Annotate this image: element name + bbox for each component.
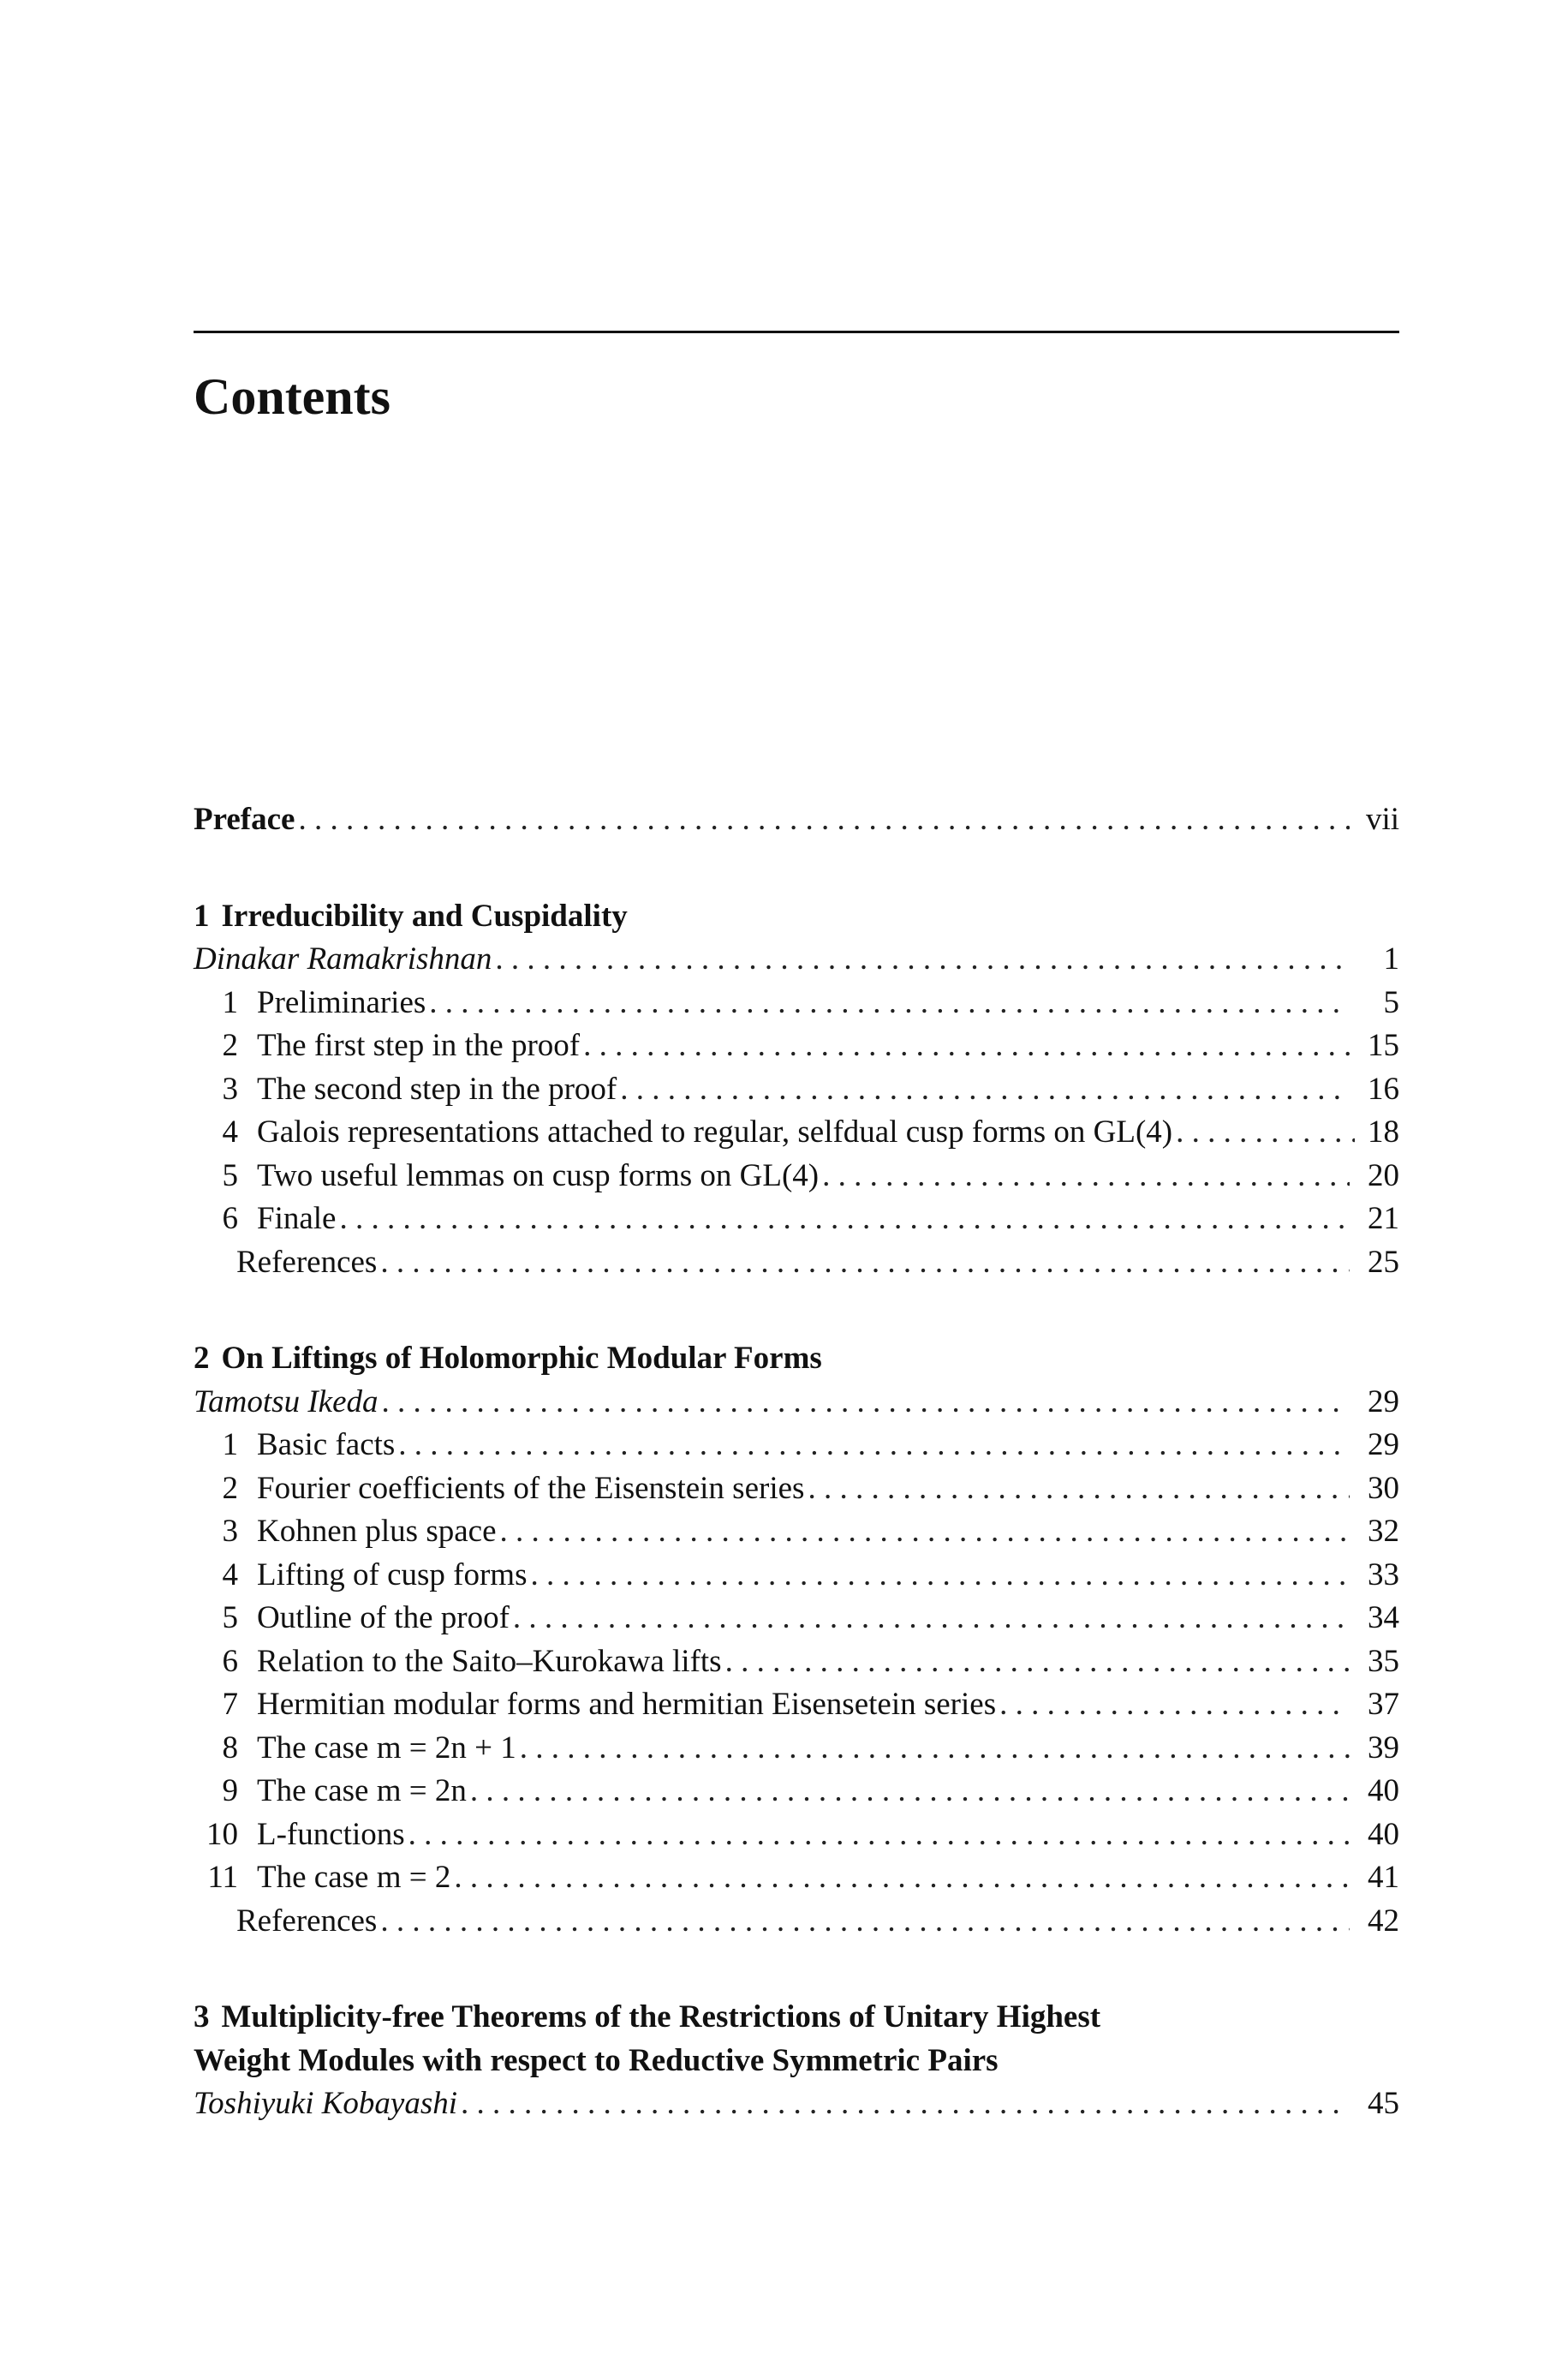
leader-dots [298,798,1350,842]
leader-dots [429,982,1350,1025]
page-number: 29 [1368,1383,1399,1419]
page-number: 40 [1368,1816,1399,1852]
leader-dots [398,1424,1350,1467]
leader-dots [495,938,1350,982]
toc-section-entry[interactable] [194,1198,1399,1241]
page-number: 16 [1368,1071,1399,1107]
top-rule [194,331,1399,333]
leader-dots [1176,1111,1355,1155]
section-number: 2 [222,1028,238,1063]
section-number: 11 [207,1860,238,1895]
page-number: 29 [1368,1427,1399,1462]
section-number: 1 [222,984,238,1020]
page-number: 37 [1368,1687,1399,1722]
page-number: 30 [1368,1470,1399,1506]
toc-section-entry[interactable] [194,1597,1399,1640]
section-number: 5 [222,1600,238,1635]
chapter-3-title[interactable] [194,1996,1399,2040]
toc-entry-preface[interactable] [194,798,1399,842]
section-number: 6 [222,1643,238,1679]
section-title: The case m = 2n [257,1773,467,1808]
toc-section-entry[interactable] [194,1683,1399,1727]
page-number: 25 [1368,1244,1399,1280]
toc-section-entry[interactable] [194,982,1399,1025]
leader-dots [999,1683,1350,1727]
leader-dots [380,1241,1350,1285]
toc-section-entry[interactable] [194,1640,1399,1684]
chapter-title-text: Irreducibility and Cuspidality [221,898,628,934]
page-number: 40 [1368,1773,1399,1808]
section-number: 3 [222,1514,238,1549]
leader-dots [808,1467,1350,1511]
chapter-title-text: On Liftings of Holomorphic Modular Forms [221,1341,822,1376]
references-label: References [236,1903,378,1939]
section-title: Relation to the Saito–Kurokawa lifts [257,1643,722,1679]
page-number: 41 [1368,1860,1399,1895]
toc-section-entry[interactable] [194,1068,1399,1112]
chapter-number: 3 [194,1999,210,2034]
chapter-number: 2 [194,1341,210,1376]
section-title: Hermitian modular forms and hermitian Eisensetein series [257,1687,997,1722]
author-name: Toshiyuki Kobayashi [194,2086,458,2121]
section-title: The case m = 2 [257,1860,451,1895]
toc-section-entry[interactable] [194,1111,1399,1155]
section-title: Lifting of cusp forms [257,1556,528,1592]
page-number: 42 [1368,1903,1399,1939]
toc-references-entry[interactable] [194,1241,1399,1285]
leader-dots [470,1770,1350,1813]
leader-dots [583,1025,1350,1068]
chapter-number: 1 [194,898,210,934]
section-number: 1 [222,1427,238,1462]
page-number: 21 [1368,1201,1399,1236]
section-number: 6 [222,1201,238,1236]
page-number: 1 [1383,941,1399,977]
leader-dots [380,1900,1350,1944]
leader-dots [339,1198,1350,1241]
leader-dots [513,1597,1350,1640]
page-number: 5 [1383,984,1399,1020]
section-title: L-functions [257,1816,405,1852]
toc-section-entry[interactable] [194,1424,1399,1467]
chapter-2-author-entry[interactable] [194,1381,1399,1425]
page-number: 32 [1368,1514,1399,1549]
page-number: vii [1365,802,1399,837]
leader-dots [530,1554,1350,1598]
section-title: Outline of the proof [257,1600,510,1635]
leader-dots [725,1640,1350,1684]
section-title: The first step in the proof [257,1028,581,1063]
chapter-3-author-entry[interactable] [194,2082,1399,2126]
section-title: Preliminaries [257,984,426,1020]
toc-section-entry[interactable] [194,1554,1399,1598]
page-number: 39 [1368,1730,1399,1766]
section-title: The second step in the proof [257,1071,617,1107]
toc-section-entry[interactable] [194,1770,1399,1813]
author-name: Tamotsu Ikeda [194,1383,379,1419]
leader-dots [822,1155,1350,1198]
section-title: Basic facts [257,1427,396,1462]
chapter-3-title-continued [194,2040,1399,2083]
page-number: 35 [1368,1643,1399,1679]
section-number: 4 [222,1556,238,1592]
toc-section-entry[interactable] [194,1510,1399,1554]
toc-section-entry[interactable] [194,1813,1399,1857]
leader-dots [408,1813,1350,1857]
leader-dots [520,1727,1350,1771]
section-number: 7 [222,1687,238,1722]
chapter-1-author-entry[interactable] [194,938,1399,982]
toc-section-entry[interactable] [194,1727,1399,1771]
toc-section-entry[interactable] [194,1467,1399,1511]
page-title: Contents [194,368,391,425]
page-number: 15 [1368,1028,1399,1063]
leader-dots [461,2082,1350,2126]
page-number: 34 [1368,1600,1399,1635]
section-title: Fourier coefficients of the Eisenstein series [257,1470,805,1506]
section-number: 5 [222,1157,238,1193]
toc-section-entry[interactable] [194,1025,1399,1068]
section-number: 8 [222,1730,238,1766]
section-number: 10 [206,1816,238,1852]
section-number: 2 [222,1470,238,1506]
leader-dots [620,1068,1350,1112]
section-title: Two useful lemmas on cusp forms on GL(4) [257,1157,820,1193]
chapter-title-line-1: Multiplicity-free Theorems of the Restrictions of Unitary Highest [221,1999,1101,2034]
leader-dots [382,1381,1350,1425]
leader-dots [500,1510,1350,1554]
toc-references-entry[interactable] [194,1900,1399,1944]
section-title: Kohnen plus space [257,1514,497,1549]
preface-label: Preface [194,802,295,837]
page-number: 45 [1368,2086,1399,2121]
section-title: The case m = 2n + 1 [257,1730,516,1766]
section-number: 3 [222,1071,238,1107]
toc-section-entry[interactable] [194,1155,1399,1198]
page-number: 18 [1368,1114,1399,1150]
table-of-contents [194,798,1399,2126]
contents-page [194,331,1399,2121]
toc-section-entry[interactable] [194,1856,1399,1900]
chapter-2-title[interactable] [194,1337,1399,1381]
section-title: Finale [257,1201,337,1236]
section-title: Galois representations attached to regular, selfdual cusp forms on GL(4) [257,1114,1173,1150]
page-number: 20 [1368,1157,1399,1193]
references-label: References [236,1244,378,1280]
author-name: Dinakar Ramakrishnan [194,941,492,977]
leader-dots [454,1856,1350,1900]
section-number: 9 [222,1773,238,1808]
chapter-1-title[interactable] [194,895,1399,939]
section-number: 4 [222,1114,238,1150]
page-number: 33 [1368,1556,1399,1592]
chapter-title-line-2: Weight Modules with respect to Reductive Symmetric Pairs [194,2042,999,2078]
